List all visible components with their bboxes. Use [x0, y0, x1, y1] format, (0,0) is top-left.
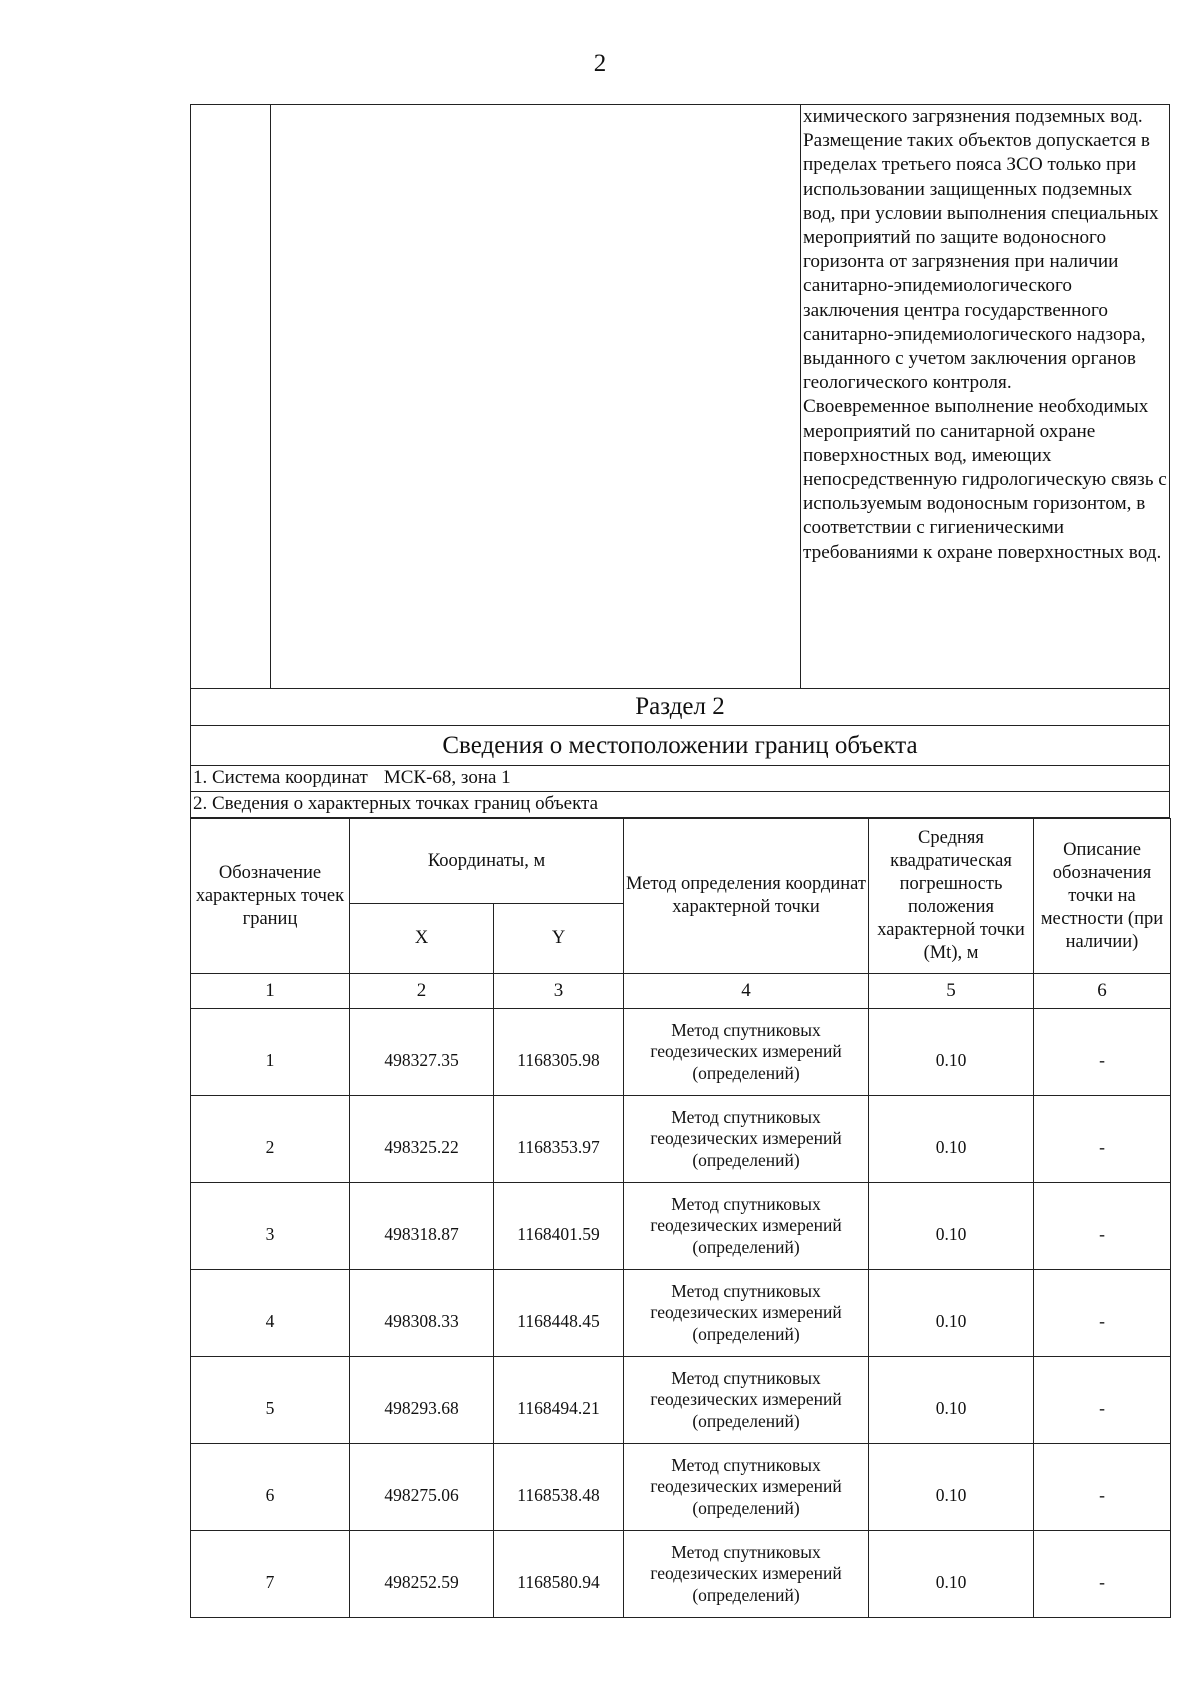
point-number: 3: [191, 1183, 350, 1270]
coord-system-value: МСК-68, зона 1: [383, 767, 511, 788]
header-y: Y: [494, 904, 624, 974]
column-number-row: [191, 974, 1171, 1009]
point-number: 4: [191, 1270, 350, 1357]
point-description: -: [1034, 1183, 1171, 1270]
point-number: 1: [191, 1009, 350, 1096]
point-number: 7: [191, 1531, 350, 1618]
section-title: Сведения о местоположении границ объекта: [190, 726, 1170, 766]
mt-error: 0.10: [869, 1444, 1034, 1531]
point-number: 2: [191, 1096, 350, 1183]
column-number: 1: [191, 974, 350, 1009]
mt-error: 0.10: [869, 1357, 1034, 1444]
coord-system-label: 1. Система координат: [193, 767, 368, 788]
table-row: [191, 1270, 1171, 1357]
page-number: 2: [593, 50, 607, 77]
method: Метод спутниковых геодезических измерений (определений): [624, 1531, 869, 1618]
coord-system-row: [190, 766, 1170, 792]
points-heading: 2. Сведения о характерных точках границ объекта: [190, 792, 1170, 818]
continuation-cell-2: [271, 105, 801, 688]
paragraph: химического загрязнения подземных вод.: [803, 106, 1143, 127]
point-number: 6: [191, 1444, 350, 1531]
continuation-text-cell: [801, 105, 1169, 688]
y-coordinate: 1168305.98: [494, 1009, 624, 1096]
table-row: [191, 1531, 1171, 1618]
table-row: [191, 1183, 1171, 1270]
paragraph: Своевременное выполнение необходимых мероприятий по санитарной охране поверхностных вод, имеющих непосредственную гидрологическую связь с используемым водоносным горизонтом, в соответствии с гигиеническими требованиями к охране поверхностных вод.: [803, 396, 1167, 563]
header-designation: Обозначение характерных точек границ: [191, 819, 350, 974]
table-row: [191, 1009, 1171, 1096]
table-row: [191, 1444, 1171, 1531]
mt-error: 0.10: [869, 1183, 1034, 1270]
x-coordinate: 498293.68: [350, 1357, 494, 1444]
method: Метод спутниковых геодезических измерений (определений): [624, 1357, 869, 1444]
y-coordinate: 1168580.94: [494, 1531, 624, 1618]
continuation-table: [190, 104, 1170, 689]
method: Метод спутниковых геодезических измерений (определений): [624, 1444, 869, 1531]
y-coordinate: 1168353.97: [494, 1096, 624, 1183]
header-error: Средняя квадратическая погрешность положения характерной точки (Mt), м: [869, 819, 1034, 974]
x-coordinate: 498327.35: [350, 1009, 494, 1096]
point-description: -: [1034, 1096, 1171, 1183]
column-number: 6: [1034, 974, 1171, 1009]
mt-error: 0.10: [869, 1531, 1034, 1618]
boundary-points-table: [190, 818, 1171, 1618]
point-number: 5: [191, 1357, 350, 1444]
mt-error: 0.10: [869, 1096, 1034, 1183]
point-description: -: [1034, 1444, 1171, 1531]
y-coordinate: 1168401.59: [494, 1183, 624, 1270]
point-description: -: [1034, 1009, 1171, 1096]
method: Метод спутниковых геодезических измерений (определений): [624, 1270, 869, 1357]
point-description: -: [1034, 1531, 1171, 1618]
mt-error: 0.10: [869, 1270, 1034, 1357]
x-coordinate: 498308.33: [350, 1270, 494, 1357]
column-number: 4: [624, 974, 869, 1009]
header-description: Описание обозначения точки на местности (при наличии): [1034, 819, 1171, 974]
x-coordinate: 498252.59: [350, 1531, 494, 1618]
section-label: Раздел 2: [190, 689, 1170, 726]
x-coordinate: 498275.06: [350, 1444, 494, 1531]
y-coordinate: 1168448.45: [494, 1270, 624, 1357]
table-row: [191, 1096, 1171, 1183]
table-row: [191, 1357, 1171, 1444]
column-number: 5: [869, 974, 1034, 1009]
y-coordinate: 1168494.21: [494, 1357, 624, 1444]
column-number: 3: [494, 974, 624, 1009]
header-x: X: [350, 904, 494, 974]
method: Метод спутниковых геодезических измерений (определений): [624, 1096, 869, 1183]
continuation-cell-1: [191, 105, 271, 688]
y-coordinate: 1168538.48: [494, 1444, 624, 1531]
mt-error: 0.10: [869, 1009, 1034, 1096]
x-coordinate: 498318.87: [350, 1183, 494, 1270]
point-description: -: [1034, 1357, 1171, 1444]
method: Метод спутниковых геодезических измерений (определений): [624, 1183, 869, 1270]
header-coordinates: Координаты, м: [350, 819, 624, 904]
method: Метод спутниковых геодезических измерений (определений): [624, 1009, 869, 1096]
column-number: 2: [350, 974, 494, 1009]
point-description: -: [1034, 1270, 1171, 1357]
header-method: Метод определения координат характерной точки: [624, 819, 869, 974]
paragraph: Размещение таких объектов допускается в пределах третьего пояса ЗСО только при использовании защищенных подземных вод, при условии выполнения специальных мероприятий по защите водоносного горизонта от загрязнения при наличии санитарно-эпидемиологического заключения центра государственного санитарно-эпидемиологического надзора, выданного с учетом заключения органов геологического контроля.: [803, 130, 1159, 394]
x-coordinate: 498325.22: [350, 1096, 494, 1183]
